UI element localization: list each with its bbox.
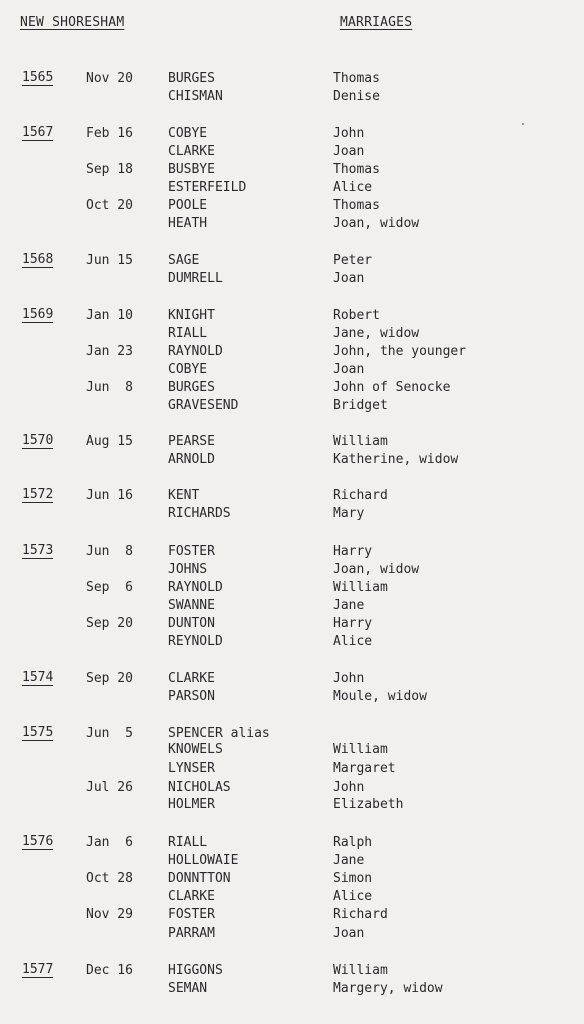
entry-surname: CLARKE bbox=[168, 671, 215, 686]
entry-surname: SPENCER alias bbox=[168, 726, 270, 741]
entry-date: Dec 16 bbox=[86, 963, 133, 978]
entry-given-name: John bbox=[333, 780, 365, 795]
entry-date: Feb 16 bbox=[86, 126, 133, 141]
entry-given-name: Joan bbox=[333, 271, 365, 286]
marriage-entry bbox=[0, 125, 584, 143]
entry-surname: GRAVESEND bbox=[168, 398, 239, 413]
entry-year: 1573 bbox=[22, 543, 54, 558]
entry-given-name: William bbox=[333, 742, 388, 757]
marriage-entry bbox=[0, 760, 584, 778]
entry-year: 1570 bbox=[22, 433, 54, 448]
entry-date: Jun 5 bbox=[86, 726, 133, 741]
entry-surname: BURGES bbox=[168, 71, 215, 86]
entry-year: 1577 bbox=[22, 962, 54, 977]
marriage-entry bbox=[0, 215, 584, 233]
marriage-entry bbox=[0, 870, 584, 888]
marriage-entry bbox=[0, 579, 584, 597]
entry-date: Oct 20 bbox=[86, 198, 133, 213]
entry-date: Jul 26 bbox=[86, 780, 133, 795]
entry-date: Sep 20 bbox=[86, 671, 133, 686]
entry-surname: BUSBYE bbox=[168, 162, 215, 177]
entry-given-name: Alice bbox=[333, 889, 373, 904]
entry-given-name: William bbox=[333, 434, 388, 449]
entry-given-name: John, the younger bbox=[333, 344, 467, 359]
entry-given-name: Simon bbox=[333, 871, 373, 886]
entry-given-name: Harry bbox=[333, 616, 373, 631]
entry-surname: HEATH bbox=[168, 216, 208, 231]
entry-surname: COBYE bbox=[168, 126, 208, 141]
entry-surname: JOHNS bbox=[168, 562, 208, 577]
entry-surname: RICHARDS bbox=[168, 506, 231, 521]
entry-surname: COBYE bbox=[168, 362, 208, 377]
entry-year: 1565 bbox=[22, 70, 54, 85]
marriage-entry bbox=[0, 597, 584, 615]
entry-given-name: Harry bbox=[333, 544, 373, 559]
entry-surname: RAYNOLD bbox=[168, 344, 223, 359]
marriage-entry bbox=[0, 361, 584, 379]
entry-given-name: Joan bbox=[333, 362, 365, 377]
entry-date: Sep 6 bbox=[86, 580, 133, 595]
entry-surname: DUMRELL bbox=[168, 271, 223, 286]
marriage-entry bbox=[0, 670, 584, 688]
entry-given-name: Katherine, widow bbox=[333, 452, 459, 467]
entry-given-name: Richard bbox=[333, 907, 388, 922]
marriage-entry bbox=[0, 343, 584, 361]
entry-given-name: Jane, widow bbox=[333, 326, 420, 341]
entry-surname: BURGES bbox=[168, 380, 215, 395]
entry-given-name: Richard bbox=[333, 488, 388, 503]
marriage-entry bbox=[0, 179, 584, 197]
entry-given-name: William bbox=[333, 580, 388, 595]
entry-given-name: Margaret bbox=[333, 761, 396, 776]
entry-surname: FOSTER bbox=[168, 544, 215, 559]
marriage-entry bbox=[0, 307, 584, 325]
entry-given-name: Bridget bbox=[333, 398, 388, 413]
entry-given-name: Joan bbox=[333, 926, 365, 941]
entry-surname: SEMAN bbox=[168, 981, 208, 996]
entry-year: 1568 bbox=[22, 252, 54, 267]
entry-given-name: Thomas bbox=[333, 198, 380, 213]
marriage-entry bbox=[0, 397, 584, 415]
entry-given-name: John bbox=[333, 126, 365, 141]
entry-given-name: John bbox=[333, 671, 365, 686]
entry-date: Oct 28 bbox=[86, 871, 133, 886]
entry-given-name: Alice bbox=[333, 634, 373, 649]
marriage-entry bbox=[0, 688, 584, 706]
entry-date: Jun 15 bbox=[86, 253, 133, 268]
entry-surname: RAYNOLD bbox=[168, 580, 223, 595]
entry-surname: POOLE bbox=[168, 198, 208, 213]
marriage-entry bbox=[0, 197, 584, 215]
entry-given-name: Mary bbox=[333, 506, 365, 521]
marriage-entry bbox=[0, 487, 584, 505]
entry-given-name: Joan, widow bbox=[333, 562, 420, 577]
marriage-entry bbox=[0, 779, 584, 797]
entry-given-name: Elizabeth bbox=[333, 797, 404, 812]
marriage-entry bbox=[0, 852, 584, 870]
entry-given-name: Joan, widow bbox=[333, 216, 420, 231]
marriage-entry bbox=[0, 834, 584, 852]
entry-year: 1576 bbox=[22, 834, 54, 849]
entry-year: 1567 bbox=[22, 125, 54, 140]
entry-surname: PARSON bbox=[168, 689, 215, 704]
entry-year: 1569 bbox=[22, 307, 54, 322]
entry-given-name: Peter bbox=[333, 253, 373, 268]
entry-surname: CLARKE bbox=[168, 889, 215, 904]
entry-surname: FOSTER bbox=[168, 907, 215, 922]
marriage-entry bbox=[0, 633, 584, 651]
entry-surname: REYNOLD bbox=[168, 634, 223, 649]
entry-surname: KNOWELS bbox=[168, 742, 223, 757]
entry-date: Jan 6 bbox=[86, 835, 133, 850]
entry-surname: KENT bbox=[168, 488, 200, 503]
entry-surname: HOLLOWAIE bbox=[168, 853, 239, 868]
entry-given-name: Thomas bbox=[333, 71, 380, 86]
marriage-entry bbox=[0, 451, 584, 469]
entry-surname: DONNTTON bbox=[168, 871, 231, 886]
marriage-entry bbox=[0, 252, 584, 270]
entry-given-name: Jane bbox=[333, 598, 365, 613]
entry-year: 1574 bbox=[22, 670, 54, 685]
marriage-entry bbox=[0, 980, 584, 998]
entry-date: Jan 10 bbox=[86, 308, 133, 323]
entry-date: Nov 29 bbox=[86, 907, 133, 922]
entry-year: 1572 bbox=[22, 487, 54, 502]
entry-surname: HIGGONS bbox=[168, 963, 223, 978]
entry-surname: PARRAM bbox=[168, 926, 215, 941]
marriage-entry bbox=[0, 379, 584, 397]
entry-date: Jun 8 bbox=[86, 380, 133, 395]
entry-surname: KNIGHT bbox=[168, 308, 215, 323]
entry-date: Nov 20 bbox=[86, 71, 133, 86]
entry-given-name: Robert bbox=[333, 308, 380, 323]
entry-given-name: Jane bbox=[333, 853, 365, 868]
entry-date: Aug 15 bbox=[86, 434, 133, 449]
entry-given-name: Moule, widow bbox=[333, 689, 427, 704]
marriage-entry bbox=[0, 505, 584, 523]
marriage-entry bbox=[0, 270, 584, 288]
entry-date: Sep 18 bbox=[86, 162, 133, 177]
entry-given-name: Alice bbox=[333, 180, 373, 195]
entry-surname: PEARSE bbox=[168, 434, 215, 449]
entry-date: Jan 23 bbox=[86, 344, 133, 359]
marriage-entry bbox=[0, 70, 584, 88]
entry-surname: NICHOLAS bbox=[168, 780, 231, 795]
marriage-entry bbox=[0, 906, 584, 924]
entry-surname: CHISMAN bbox=[168, 89, 223, 104]
entry-surname: DUNTON bbox=[168, 616, 215, 631]
entry-surname: ARNOLD bbox=[168, 452, 215, 467]
entry-surname: RIALL bbox=[168, 326, 208, 341]
marriage-entry bbox=[0, 88, 584, 106]
marriage-entry bbox=[0, 925, 584, 943]
marriage-entry bbox=[0, 615, 584, 633]
marriage-entry bbox=[0, 433, 584, 451]
entry-surname: ESTERFEILD bbox=[168, 180, 247, 195]
marriage-entry bbox=[0, 143, 584, 161]
entry-given-name: Joan bbox=[333, 144, 365, 159]
marriage-entry bbox=[0, 962, 584, 980]
entry-given-name: Ralph bbox=[333, 835, 373, 850]
entry-given-name: Thomas bbox=[333, 162, 380, 177]
marriage-entry bbox=[0, 161, 584, 179]
marriage-entry bbox=[0, 561, 584, 579]
entry-given-name: Denise bbox=[333, 89, 380, 104]
entry-surname: HOLMER bbox=[168, 797, 215, 812]
marriage-entry bbox=[0, 796, 584, 814]
entry-surname: SAGE bbox=[168, 253, 200, 268]
entry-date: Jun 8 bbox=[86, 544, 133, 559]
marriage-entry bbox=[0, 325, 584, 343]
entry-date: Jun 16 bbox=[86, 488, 133, 503]
marriage-entry bbox=[0, 888, 584, 906]
entry-given-name: William bbox=[333, 963, 388, 978]
parish-heading: NEW SHORESHAM bbox=[20, 15, 125, 30]
entry-surname: SWANNE bbox=[168, 598, 215, 613]
marriage-entry bbox=[0, 741, 584, 759]
marriage-entry bbox=[0, 543, 584, 561]
entry-year: 1575 bbox=[22, 725, 54, 740]
entry-given-name: Margery, widow bbox=[333, 981, 443, 996]
entry-given-name: John of Senocke bbox=[333, 380, 451, 395]
entry-surname: RIALL bbox=[168, 835, 208, 850]
entry-date: Sep 20 bbox=[86, 616, 133, 631]
entry-surname: CLARKE bbox=[168, 144, 215, 159]
record-type-heading: MARRIAGES bbox=[340, 15, 413, 30]
entry-surname: LYNSER bbox=[168, 761, 215, 776]
